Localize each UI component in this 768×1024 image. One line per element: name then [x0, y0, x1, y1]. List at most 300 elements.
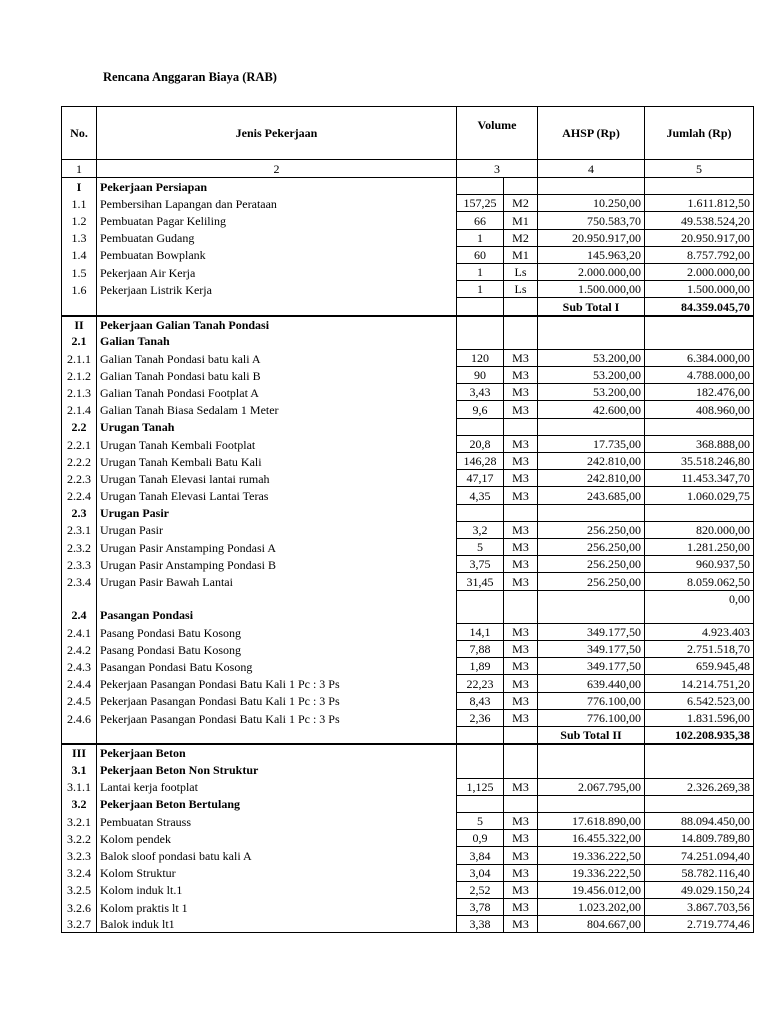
cell-volume: 120 [457, 349, 504, 366]
cell-volume [457, 795, 504, 812]
cell-jumlah: 2.751.518,70 [645, 641, 754, 658]
cell-no: 3.2 [62, 795, 97, 812]
cell-jumlah: 84.359.045,70 [645, 298, 754, 316]
cell-volume: 3,2 [457, 521, 504, 538]
cell-jumlah: 14.214.751,20 [645, 675, 754, 692]
cell-jumlah: 102.208.935,38 [645, 727, 754, 745]
cell-volume: 3,38 [457, 916, 504, 933]
cell-ahsp: 1.023.202,00 [538, 898, 645, 915]
cell-jenis-pekerjaan: Pasang Pondasi Batu Kosong [97, 623, 457, 640]
cell-unit [504, 744, 538, 761]
cell-jumlah: 1.281.250,00 [645, 538, 754, 555]
cell-ahsp: 256.250,00 [538, 521, 645, 538]
cell-unit: M3 [504, 881, 538, 898]
cell-jenis-pekerjaan: Lantai kerja footplat [97, 778, 457, 795]
cell-ahsp: 256.250,00 [538, 556, 645, 573]
table-row [62, 521, 754, 538]
cell-unit: Ls [504, 281, 538, 298]
cell-jumlah: 4.788.000,00 [645, 367, 754, 384]
cell-unit: M3 [504, 812, 538, 829]
cell-ahsp: 19.336.222,50 [538, 847, 645, 864]
cell-jumlah: 20.950.917,00 [645, 229, 754, 246]
cell-no: 2.1.4 [62, 401, 97, 418]
table-row [62, 573, 754, 590]
cell-jenis-pekerjaan: Galian Tanah [97, 333, 457, 350]
cell-jumlah: 35.518.246,80 [645, 453, 754, 470]
cell-unit [504, 298, 538, 316]
cell-jumlah: 49.538.524,20 [645, 212, 754, 229]
subtotal-row [62, 727, 754, 745]
rab-table [61, 106, 754, 933]
cell-jumlah: 0,00 [645, 590, 754, 607]
cell-jumlah: 1.611.812,50 [645, 195, 754, 212]
cell-no: 3.2.5 [62, 881, 97, 898]
cell-no: 2.2.1 [62, 435, 97, 452]
cell-jenis-pekerjaan: Pembuatan Gudang [97, 229, 457, 246]
column-number: 3 [457, 160, 538, 178]
cell-jenis-pekerjaan: Urugan Tanah Kembali Footplat [97, 435, 457, 452]
cell-unit: M3 [504, 556, 538, 573]
cell-ahsp: 17.735,00 [538, 435, 645, 452]
cell-jenis-pekerjaan: Pembersihan Lapangan dan Perataan [97, 195, 457, 212]
cell-ahsp [538, 590, 645, 607]
cell-ahsp: 776.100,00 [538, 692, 645, 709]
cell-volume: 3,75 [457, 556, 504, 573]
section-row [62, 316, 754, 333]
table-row [62, 212, 754, 229]
cell-unit [504, 590, 538, 607]
cell-volume: 3,78 [457, 898, 504, 915]
cell-unit: M3 [504, 864, 538, 881]
cell-jumlah: 6.384.000,00 [645, 349, 754, 366]
table-row [62, 435, 754, 452]
cell-jenis-pekerjaan: Pekerjaan Persiapan [97, 178, 457, 195]
cell-volume: 5 [457, 538, 504, 555]
cell-ahsp: 349.177,50 [538, 641, 645, 658]
cell-volume: 146,28 [457, 453, 504, 470]
cell-jumlah: 8.757.792,00 [645, 246, 754, 263]
cell-no: 2.2.4 [62, 487, 97, 504]
cell-no: 2.3.2 [62, 538, 97, 555]
cell-no: 2.3.4 [62, 573, 97, 590]
cell-volume [457, 333, 504, 350]
cell-unit: M3 [504, 675, 538, 692]
table-row [62, 898, 754, 915]
cell-ahsp: 242.810,00 [538, 453, 645, 470]
cell-jumlah [645, 744, 754, 761]
cell-ahsp: 349.177,50 [538, 658, 645, 675]
cell-jumlah: 74.251.094,40 [645, 847, 754, 864]
cell-jumlah [645, 418, 754, 435]
cell-ahsp: Sub Total I [538, 298, 645, 316]
cell-unit [504, 504, 538, 521]
section-row [62, 744, 754, 761]
table-row [62, 692, 754, 709]
table-row [62, 246, 754, 263]
table-row [62, 881, 754, 898]
cell-no: 2.1.2 [62, 367, 97, 384]
cell-jumlah: 11.453.347,70 [645, 470, 754, 487]
table-row [62, 195, 754, 212]
cell-unit [504, 761, 538, 778]
cell-unit [504, 333, 538, 350]
cell-no: 3.2.6 [62, 898, 97, 915]
cell-unit [504, 418, 538, 435]
cell-volume: 0,9 [457, 830, 504, 847]
table-row [62, 709, 754, 726]
cell-no: 2.1.3 [62, 384, 97, 401]
cell-volume: 1 [457, 281, 504, 298]
cell-no: 2.3.1 [62, 521, 97, 538]
cell-jenis-pekerjaan [97, 727, 457, 745]
cell-unit [504, 607, 538, 624]
cell-jumlah: 58.782.116,40 [645, 864, 754, 881]
header-volume: Volume [457, 107, 538, 160]
cell-jenis-pekerjaan: Urugan Tanah [97, 418, 457, 435]
cell-unit [504, 795, 538, 812]
cell-volume: 2,36 [457, 709, 504, 726]
cell-jenis-pekerjaan: Pasangan Pondasi Batu Kosong [97, 658, 457, 675]
cell-volume: 157,25 [457, 195, 504, 212]
cell-unit [504, 727, 538, 745]
cell-jumlah: 88.094.450,00 [645, 812, 754, 829]
table-row [62, 830, 754, 847]
column-number: 4 [538, 160, 645, 178]
cell-volume: 22,23 [457, 675, 504, 692]
cell-unit: M3 [504, 435, 538, 452]
cell-no: 2.2.3 [62, 470, 97, 487]
cell-jenis-pekerjaan: Galian Tanah Pondasi Footplat A [97, 384, 457, 401]
cell-no: 2.4.5 [62, 692, 97, 709]
cell-volume [457, 761, 504, 778]
cell-ahsp: 2.067.795,00 [538, 778, 645, 795]
cell-ahsp [538, 178, 645, 195]
cell-no: I [62, 178, 97, 195]
cell-jumlah [645, 333, 754, 350]
cell-jumlah: 4.923.403 [645, 623, 754, 640]
cell-jenis-pekerjaan: Kolom Struktur [97, 864, 457, 881]
table-row [62, 367, 754, 384]
cell-ahsp [538, 418, 645, 435]
table-row [62, 229, 754, 246]
cell-ahsp: 2.000.000,00 [538, 263, 645, 280]
cell-unit: M1 [504, 246, 538, 263]
cell-volume: 1 [457, 263, 504, 280]
cell-jenis-pekerjaan [97, 590, 457, 607]
cell-no [62, 727, 97, 745]
cell-no: 3.1.1 [62, 778, 97, 795]
cell-ahsp [538, 333, 645, 350]
table-row [62, 641, 754, 658]
cell-jumlah: 3.867.703,56 [645, 898, 754, 915]
section-row [62, 795, 754, 812]
cell-jenis-pekerjaan: Balok sloof pondasi batu kali A [97, 847, 457, 864]
cell-unit: M2 [504, 195, 538, 212]
cell-no: 1.2 [62, 212, 97, 229]
cell-no: 2.4.4 [62, 675, 97, 692]
cell-volume: 1,89 [457, 658, 504, 675]
cell-no: 1.6 [62, 281, 97, 298]
cell-unit: M3 [504, 367, 538, 384]
cell-unit: M3 [504, 538, 538, 555]
cell-volume: 1 [457, 229, 504, 246]
cell-no: III [62, 744, 97, 761]
cell-jumlah: 1.060.029,75 [645, 487, 754, 504]
cell-volume: 20,8 [457, 435, 504, 452]
column-number: 2 [97, 160, 457, 178]
cell-ahsp: 256.250,00 [538, 538, 645, 555]
subtotal-row [62, 298, 754, 316]
header-ahsp: AHSP (Rp) [538, 107, 645, 160]
cell-no: 2.4.3 [62, 658, 97, 675]
cell-no: 2.4 [62, 607, 97, 624]
table-row [62, 401, 754, 418]
cell-jenis-pekerjaan: Pekerjaan Beton Bertulang [97, 795, 457, 812]
table-row [62, 349, 754, 366]
cell-no: 2.2.2 [62, 453, 97, 470]
section-row [62, 607, 754, 624]
cell-no [62, 590, 97, 607]
cell-volume: 4,35 [457, 487, 504, 504]
cell-no: 2.4.1 [62, 623, 97, 640]
cell-no: 2.2 [62, 418, 97, 435]
cell-jenis-pekerjaan: Pembuatan Bowplank [97, 246, 457, 263]
cell-unit: M3 [504, 778, 538, 795]
cell-jenis-pekerjaan: Pembuatan Pagar Keliling [97, 212, 457, 229]
cell-unit: M2 [504, 229, 538, 246]
cell-jenis-pekerjaan: Pekerjaan Pasangan Pondasi Batu Kali 1 Pc : 3 Ps [97, 709, 457, 726]
cell-jenis-pekerjaan: Urugan Pasir [97, 521, 457, 538]
cell-volume: 3,84 [457, 847, 504, 864]
cell-jumlah: 2.000.000,00 [645, 263, 754, 280]
cell-no: 2.3 [62, 504, 97, 521]
table-row [62, 384, 754, 401]
cell-unit: M3 [504, 384, 538, 401]
cell-no: 2.1 [62, 333, 97, 350]
table-row [62, 812, 754, 829]
cell-ahsp: Sub Total II [538, 727, 645, 745]
cell-jenis-pekerjaan: Kolom praktis lt 1 [97, 898, 457, 915]
cell-ahsp [538, 744, 645, 761]
cell-unit: M3 [504, 709, 538, 726]
table-row [62, 263, 754, 280]
document-title: Rencana Anggaran Biaya (RAB) [103, 70, 277, 84]
cell-unit: M3 [504, 453, 538, 470]
cell-jumlah [645, 607, 754, 624]
cell-ahsp: 53.200,00 [538, 349, 645, 366]
column-number: 5 [645, 160, 754, 178]
cell-volume [457, 316, 504, 333]
cell-jenis-pekerjaan: Urugan Tanah Elevasi Lantai Teras [97, 487, 457, 504]
cell-volume: 5 [457, 812, 504, 829]
cell-jumlah: 1.831.596,00 [645, 709, 754, 726]
cell-jumlah: 2.719.774,46 [645, 916, 754, 933]
cell-ahsp: 17.618.890,00 [538, 812, 645, 829]
section-row [62, 333, 754, 350]
cell-jenis-pekerjaan: Pasang Pondasi Batu Kosong [97, 641, 457, 658]
cell-jenis-pekerjaan: Urugan Tanah Kembali Batu Kali [97, 453, 457, 470]
cell-unit: M3 [504, 658, 538, 675]
section-row [62, 761, 754, 778]
cell-jenis-pekerjaan: Pekerjaan Beton [97, 744, 457, 761]
cell-jenis-pekerjaan: Pekerjaan Listrik Kerja [97, 281, 457, 298]
table-row [62, 470, 754, 487]
cell-jenis-pekerjaan: Urugan Pasir Anstamping Pondasi A [97, 538, 457, 555]
cell-no [62, 298, 97, 316]
cell-unit: M3 [504, 573, 538, 590]
cell-ahsp [538, 607, 645, 624]
cell-jenis-pekerjaan: Pekerjaan Pasangan Pondasi Batu Kali 1 Pc : 3 Ps [97, 692, 457, 709]
cell-jumlah: 1.500.000,00 [645, 281, 754, 298]
cell-unit: M3 [504, 623, 538, 640]
cell-volume: 8,43 [457, 692, 504, 709]
cell-unit: M3 [504, 521, 538, 538]
cell-volume: 2,52 [457, 881, 504, 898]
cell-volume [457, 178, 504, 195]
cell-ahsp: 639.440,00 [538, 675, 645, 692]
cell-jenis-pekerjaan: Pekerjaan Air Kerja [97, 263, 457, 280]
cell-jumlah: 659.945,48 [645, 658, 754, 675]
cell-volume: 90 [457, 367, 504, 384]
cell-unit: M3 [504, 470, 538, 487]
cell-jenis-pekerjaan [97, 298, 457, 316]
cell-no: 3.2.1 [62, 812, 97, 829]
cell-no: 1.3 [62, 229, 97, 246]
cell-jumlah [645, 761, 754, 778]
table-row [62, 916, 754, 933]
cell-jumlah [645, 795, 754, 812]
header-no: No. [62, 107, 97, 160]
cell-volume [457, 590, 504, 607]
cell-jumlah: 49.029.150,24 [645, 881, 754, 898]
cell-ahsp: 145.963,20 [538, 246, 645, 263]
section-row [62, 504, 754, 521]
cell-jenis-pekerjaan: Urugan Tanah Elevasi lantai rumah [97, 470, 457, 487]
section-row [62, 178, 754, 195]
cell-no: 2.3.3 [62, 556, 97, 573]
cell-jumlah: 820.000,00 [645, 521, 754, 538]
cell-jenis-pekerjaan: Galian Tanah Biasa Sedalam 1 Meter [97, 401, 457, 418]
cell-unit: M3 [504, 830, 538, 847]
table-row [62, 556, 754, 573]
cell-jumlah [645, 504, 754, 521]
cell-ahsp: 750.583,70 [538, 212, 645, 229]
table-row [62, 864, 754, 881]
cell-jumlah: 14.809.789,80 [645, 830, 754, 847]
cell-jenis-pekerjaan: Kolom pendek [97, 830, 457, 847]
cell-no: 1.5 [62, 263, 97, 280]
table-header-row [62, 107, 754, 160]
cell-jenis-pekerjaan: Pembuatan Strauss [97, 812, 457, 829]
cell-volume: 3,04 [457, 864, 504, 881]
cell-volume: 31,45 [457, 573, 504, 590]
cell-no: 3.2.7 [62, 916, 97, 933]
cell-ahsp [538, 504, 645, 521]
cell-volume: 7,88 [457, 641, 504, 658]
table-row [62, 538, 754, 555]
cell-ahsp: 243.685,00 [538, 487, 645, 504]
cell-ahsp: 19.456.012,00 [538, 881, 645, 898]
cell-unit: M1 [504, 212, 538, 229]
section-row [62, 418, 754, 435]
cell-jumlah: 408.960,00 [645, 401, 754, 418]
table-row [62, 623, 754, 640]
header-jumlah: Jumlah (Rp) [645, 107, 754, 160]
cell-volume [457, 727, 504, 745]
cell-ahsp: 19.336.222,50 [538, 864, 645, 881]
cell-jenis-pekerjaan: Balok induk lt1 [97, 916, 457, 933]
cell-no: II [62, 316, 97, 333]
cell-unit [504, 316, 538, 333]
cell-unit: M3 [504, 349, 538, 366]
cell-ahsp: 256.250,00 [538, 573, 645, 590]
cell-volume [457, 298, 504, 316]
header-jenis-pekerjaan: Jenis Pekerjaan [97, 107, 457, 160]
cell-ahsp: 20.950.917,00 [538, 229, 645, 246]
cell-jumlah: 960.937,50 [645, 556, 754, 573]
cell-volume: 9,6 [457, 401, 504, 418]
table-row [62, 847, 754, 864]
cell-jenis-pekerjaan: Galian Tanah Pondasi batu kali B [97, 367, 457, 384]
table-row [62, 658, 754, 675]
cell-no: 3.2.4 [62, 864, 97, 881]
cell-jenis-pekerjaan: Pekerjaan Beton Non Struktur [97, 761, 457, 778]
cell-unit: Ls [504, 263, 538, 280]
cell-ahsp: 53.200,00 [538, 367, 645, 384]
cell-no: 1.4 [62, 246, 97, 263]
cell-volume: 60 [457, 246, 504, 263]
cell-unit: M3 [504, 487, 538, 504]
cell-no: 2.1.1 [62, 349, 97, 366]
cell-jenis-pekerjaan: Pasangan Pondasi [97, 607, 457, 624]
cell-jumlah: 6.542.523,00 [645, 692, 754, 709]
cell-jenis-pekerjaan: Pekerjaan Pasangan Pondasi Batu Kali 1 Pc : 3 Ps [97, 675, 457, 692]
cell-volume: 47,17 [457, 470, 504, 487]
cell-jumlah [645, 178, 754, 195]
cell-ahsp: 53.200,00 [538, 384, 645, 401]
cell-jumlah: 8.059.062,50 [645, 573, 754, 590]
cell-ahsp: 776.100,00 [538, 709, 645, 726]
cell-volume: 14,1 [457, 623, 504, 640]
cell-unit: M3 [504, 916, 538, 933]
cell-ahsp: 1.500.000,00 [538, 281, 645, 298]
cell-jenis-pekerjaan: Kolom induk lt.1 [97, 881, 457, 898]
cell-no: 2.4.6 [62, 709, 97, 726]
cell-ahsp [538, 795, 645, 812]
table-row [62, 487, 754, 504]
cell-ahsp: 42.600,00 [538, 401, 645, 418]
cell-no: 3.1 [62, 761, 97, 778]
cell-volume [457, 607, 504, 624]
cell-volume: 66 [457, 212, 504, 229]
cell-jumlah: 2.326.269,38 [645, 778, 754, 795]
cell-ahsp: 349.177,50 [538, 623, 645, 640]
cell-jenis-pekerjaan: Pekerjaan Galian Tanah Pondasi [97, 316, 457, 333]
cell-no: 2.4.2 [62, 641, 97, 658]
cell-unit: M3 [504, 401, 538, 418]
cell-volume: 1,125 [457, 778, 504, 795]
table-row [62, 675, 754, 692]
table-row [62, 778, 754, 795]
cell-jenis-pekerjaan: Urugan Pasir Anstamping Pondasi B [97, 556, 457, 573]
cell-ahsp: 242.810,00 [538, 470, 645, 487]
cell-jenis-pekerjaan: Urugan Pasir Bawah Lantai [97, 573, 457, 590]
cell-unit: M3 [504, 692, 538, 709]
cell-unit: M3 [504, 847, 538, 864]
cell-ahsp [538, 761, 645, 778]
table-row [62, 590, 754, 607]
cell-volume: 3,43 [457, 384, 504, 401]
